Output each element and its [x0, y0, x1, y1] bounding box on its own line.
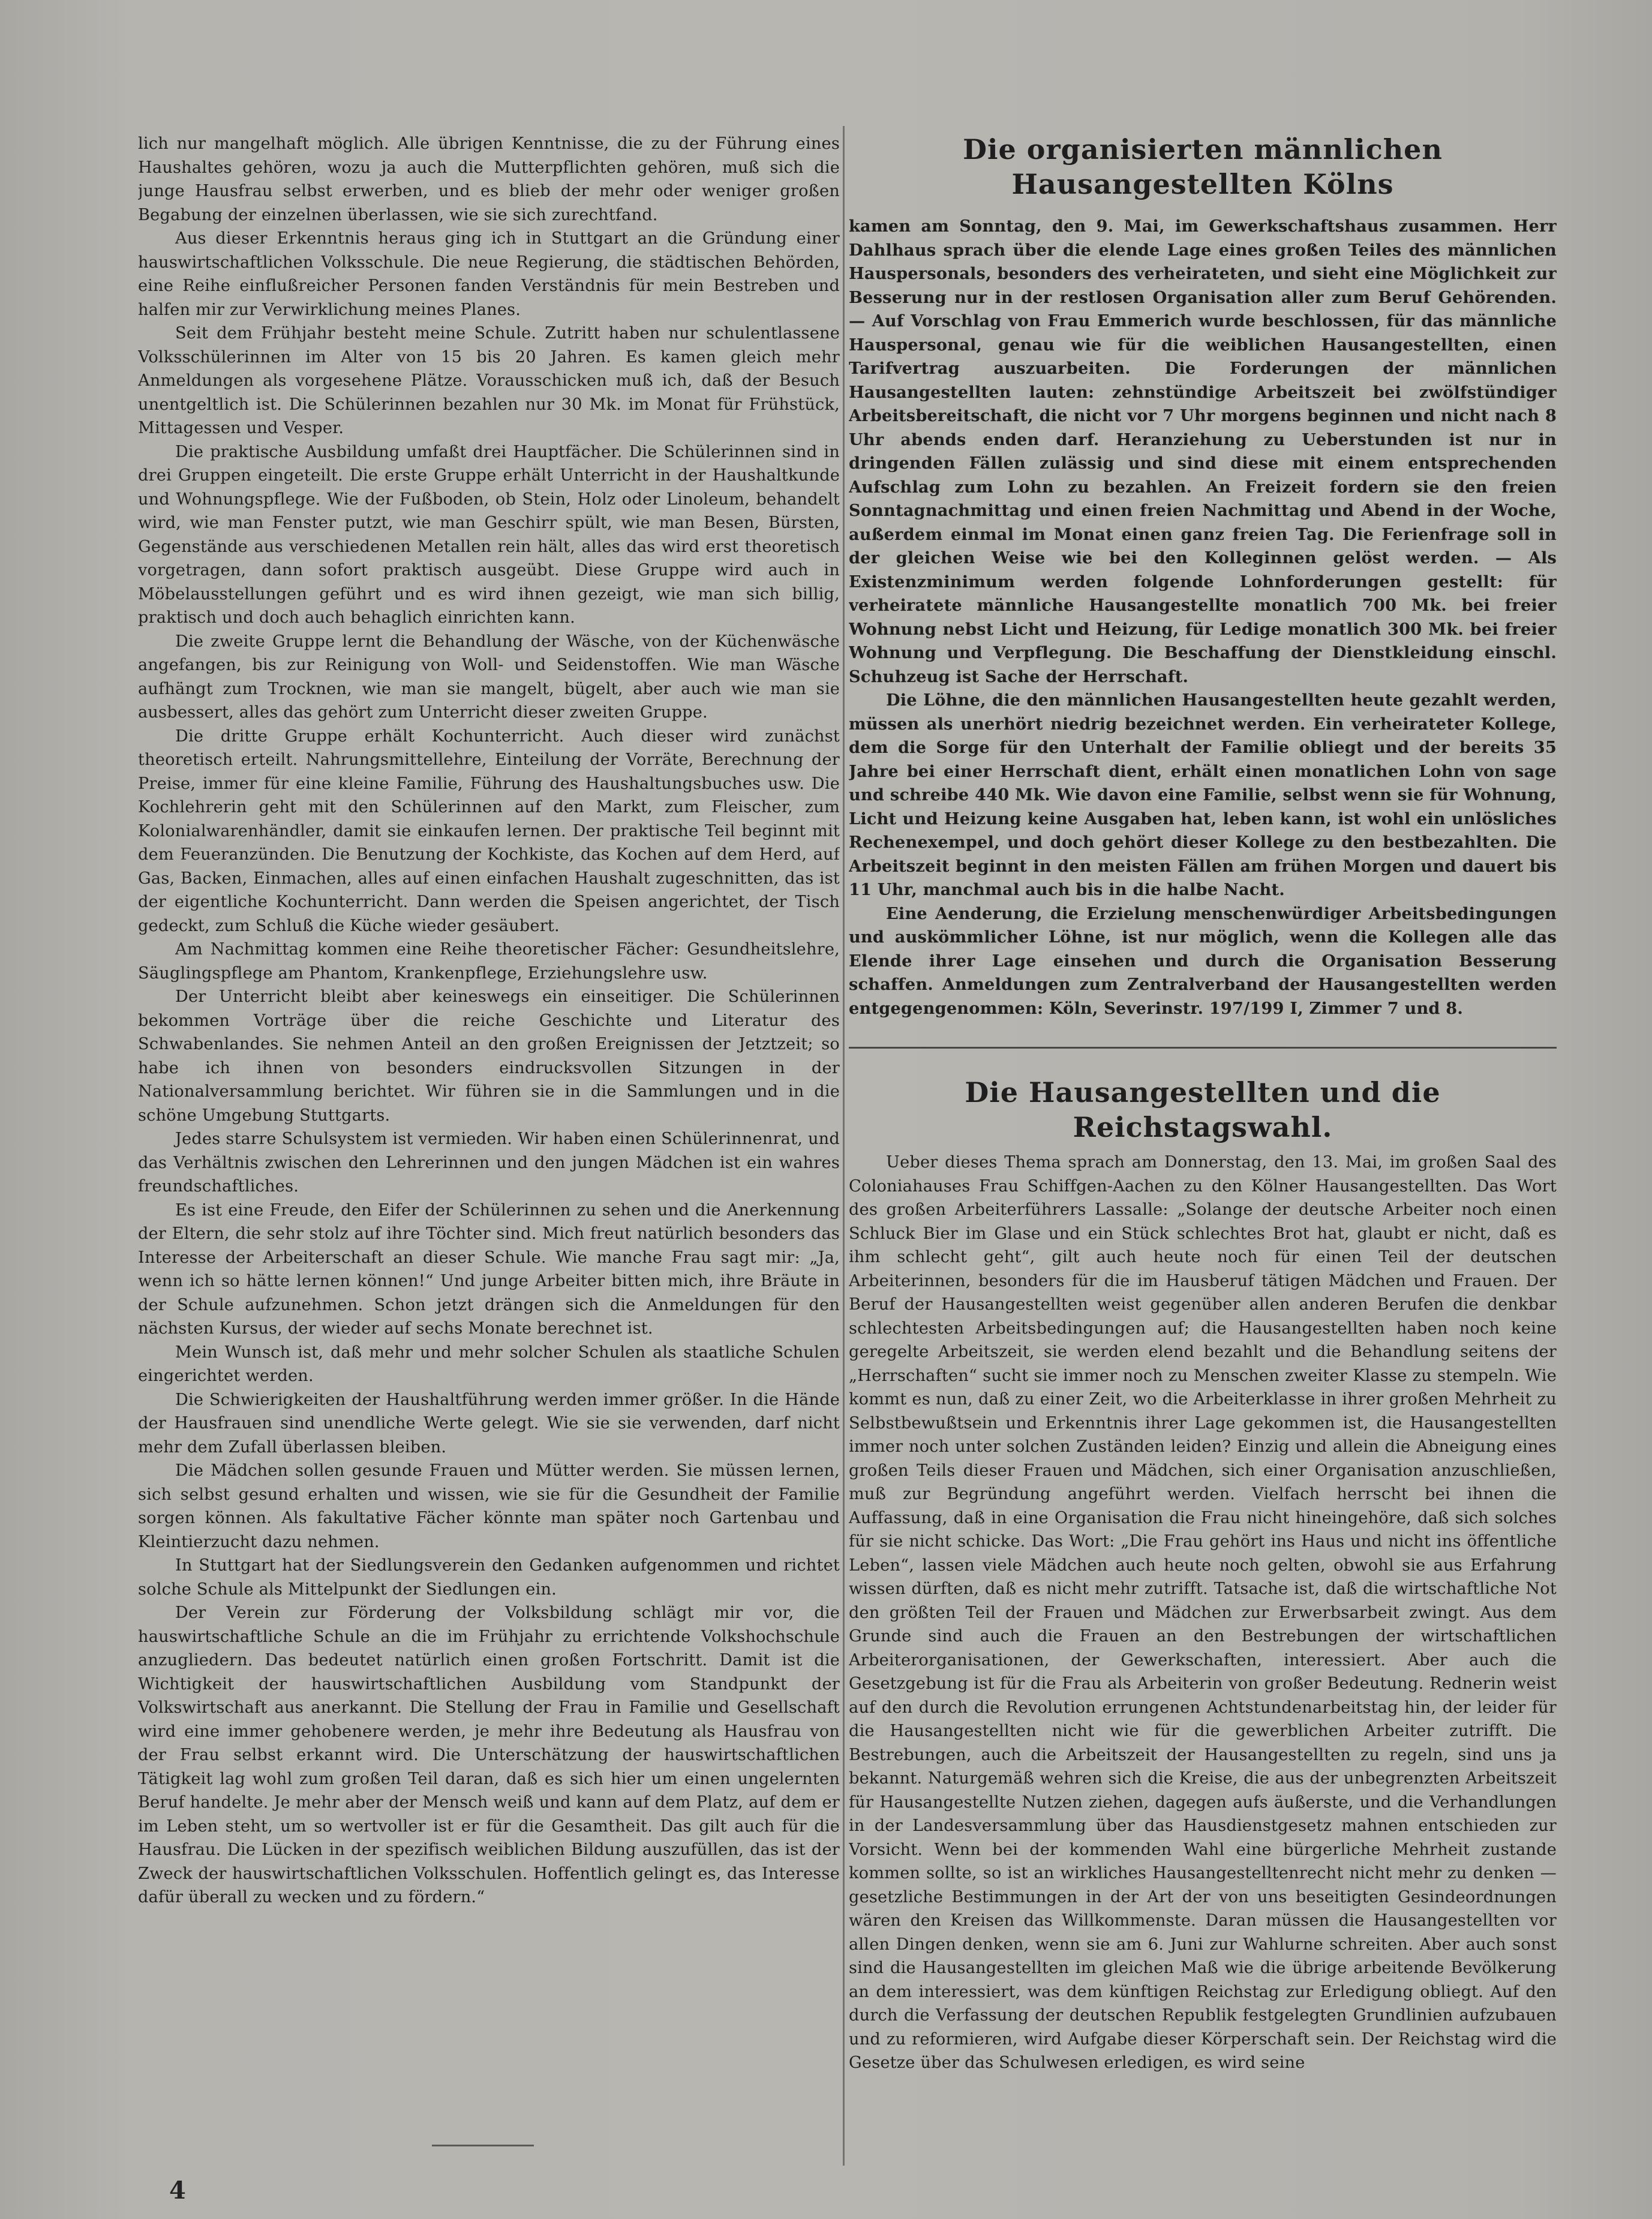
- left-paragraph-15: Der Verein zur Förderung der Volksbildung schlägt mir vor, die hauswirtschaftliche Schule an die im Frühjahr zu errichtende Volkshochschule anzugliedern. Das bedeutet natürlich einen großen Fortschritt. Damit ist die Wichtigkeit der hauswirtschaftlichen Ausbildung vom Standpunkt der Volkswirtschaft aus anerkannt. Die Stellung der Frau in Familie und Gesellschaft wird eine immer gehobenere werden, je mehr ihre Bedeutung als Hausfrau von der Frau selbst erkannt wird. Die Unterschätzung der hauswirtschaftlichen Tätigkeit lag wohl zum großen Teil daran, daß es sich hier um einen ungelernten Beruf handelte. Je mehr aber der Mensch weiß und kann auf dem Platz, auf dem er im Leben steht, um so wertvoller ist er für die Gesamtheit. Das gilt auch für die Hausfrau. Die Lücken in der spezifisch weiblichen Bildung auszufüllen, das ist der Zweck der hauswirtschaftlichen Volksschulen. Hoffentlich gelingt es, das Interesse dafür überall zu wecken und zu fördern.“: [138, 1604, 840, 1906]
- article-koeln-paragraph-1: kamen am Sonntag, den 9. Mai, im Gewerkschaftshaus zusammen. Herr Dahlhaus sprach über die elende Lage eines großen Teiles des männlichen Hauspersonals, besonders des verheirateten, und sieht eine Möglichkeit zur Besserung nur in der restlosen Organisation aller zum Beruf Gehörenden. — Auf Vorschlag von Frau Emmerich wurde beschlossen, für das männliche Hauspersonal, genau wie für die weiblichen Hausangestellten, einen Tarifvertrag auszuarbeiten. Die Forderungen der männlichen Hausangestellten lauten: zehnstündige Arbeitszeit bei zwölfstündiger Arbeitsbereitschaft, die nicht vor 7 Uhr morgens beginnen und nicht nach 8 Uhr abends enden darf. Heranziehung zu Ueberstunden ist nur in dringenden Fällen zulässig und sind diese mit einem entsprechenden Aufschlag zum Lohn zu bezahlen. An Freizeit fordern sie den freien Sonntagnachmittag und einen freien Nachmittag und Abend in der Woche, außerdem einmal im Monat einen ganz freien Tag. Die Ferienfrage soll in der gleichen Weise wie bei den Kolleginnen gelöst werden. — Als Existenzminimum werden folgende Lohnforderungen gestellt: für verheiratete männliche Hausangestellte monatlich 700 Mk. bei freier Wohnung nebst Licht und Heizung, für Ledige monatlich 300 Mk. bei freier Wohnung und Verpflegung. Die Beschaffung der Dienstkleidung einschl. Schuhzeug ist Sache der Herrschaft.: [849, 217, 1557, 686]
- left-paragraph-14: In Stuttgart hat der Siedlungsverein den Gedanken aufgenommen und richtet solche Schule als Mittelpunkt der Siedlungen ein.: [138, 1556, 840, 1599]
- left-paragraph-1: lich nur mangelhaft möglich. Alle übrigen Kenntnisse, die zu der Führung eines Haushaltes gehören, wozu ja auch die Mutterpflichten gehören, muß sich die junge Hausfrau selbst erwerben, und es blieb der mehr oder weniger großen Begabung der einzelnen überlassen, wie sie sich zurechtfand.: [138, 134, 840, 224]
- article-separator: [849, 1047, 1557, 1049]
- end-rule: [432, 2145, 534, 2146]
- left-paragraph-12: Die Schwierigkeiten der Haushaltführung werden immer größer. In die Hände der Hausfrauen sind unendliche Werte gelegt. Wie sie sie verwenden, darf nicht mehr dem Zufall überlassen bleiben.: [138, 1390, 840, 1457]
- article-koeln: [849, 132, 1557, 1020]
- left-paragraph-7: Am Nachmittag kommen eine Reihe theoretischer Fächer: Gesundheitslehre, Säuglingspflege am Phantom, Krankenpflege, Erziehungslehre usw.: [138, 940, 840, 983]
- left-paragraph-5: Die zweite Gruppe lernt die Behandlung der Wäsche, von der Küchenwäsche angefangen, bis zur Reinigung von Woll- und Seidenstoffen. Wie man Wäsche aufhängt zum Trocknen, wie man sie mangelt, bügelt, aber auch wie man sie ausbessert, alles das gehört zum Unterricht dieser zweiten Gruppe.: [138, 632, 840, 722]
- left-paragraph-13: Die Mädchen sollen gesunde Frauen und Mütter werden. Sie müssen lernen, sich selbst gesund erhalten und wissen, wie sie für die Gesundheit der Familie sorgen können. Als fakultative Fächer könnte man später noch Gartenbau und Kleintierzucht dazu nehmen.: [138, 1461, 840, 1551]
- article-reichstagswahl-headline: Die Hausangestellten und die Reichstagswahl.: [965, 1076, 1441, 1143]
- left-paragraph-3: Seit dem Frühjahr besteht meine Schule. Zutritt haben nur schulentlassene Volksschülerinnen im Alter von 15 bis 20 Jahren. Es kamen gleich mehr Anmeldungen als vorgesehene Plätze. Vorausschicken muß ich, daß der Besuch unentgeltlich ist. Die Schülerinnen bezahlen nur 30 Mk. im Monat für Frühstück, Mittagessen und Vesper.: [138, 324, 840, 437]
- article-reichstagswahl: [849, 1075, 1557, 2075]
- left-paragraph-4: Die praktische Ausbildung umfaßt drei Hauptfächer. Die Schülerinnen sind in drei Gruppen eingeteilt. Die erste Gruppe erhält Unterricht in der Haushaltkunde und Wohnungspflege. Wie der Fußboden, ob Stein, Holz oder Linoleum, behandelt wird, wie man Fenster putzt, wie man Geschirr spült, wie man Besen, Bürsten, Gegenstände aus verschiedenen Metallen rein hält, alles das wird erst theoretisch vorgetragen, dann sofort praktisch ausgeübt. Diese Gruppe wird auch in Möbelausstellungen geführt und es wird ihnen gezeigt, wie man sich billig, praktisch und doch auch behaglich einrichten kann.: [138, 442, 840, 627]
- article-koeln-headline: Die organisierten männlichen Hausangestellten Kölns: [963, 133, 1443, 200]
- left-paragraph-8: Der Unterricht bleibt aber keineswegs ein einseitiger. Die Schülerinnen bekommen Vorträge über die reiche Geschichte und Literatur des Schwabenlandes. Sie nehmen Anteil an den großen Ereignissen der Jetztzeit; so habe ich ihnen von besonders eindrucksvollen Sitzungen in der Nationalversammlung berichtet. Wir führen sie in die Sammlungen und in die schöne Umgebung Stuttgarts.: [138, 987, 840, 1125]
- article-koeln-paragraph-3: Eine Aenderung, die Erzielung menschenwürdiger Arbeitsbedingungen und auskömmlicher Löhne, ist nur möglich, wenn die Kollegen alle das Elende ihrer Lage einsehen und durch die Organisation Besserung schaffen. Anmeldungen zum Zentralverband der Hausangestellten werden entgegengenommen: Köln, Severinstr. 197/199 I, Zimmer 7 und 8.: [849, 903, 1557, 1018]
- article-koeln-paragraph-2: Die Löhne, die den männlichen Hausangestellten heute gezahlt werden, müssen als unerhört niedrig bezeichnet werden. Ein verheirateter Kollege, dem die Sorge für den Unterhalt der Familie obliegt und der bereits 35 Jahre bei einer Herrschaft dient, erhält einen monatlichen Lohn von sage und schreibe 440 Mk. Wie davon eine Familie, selbst wenn sie für Wohnung, Licht und Heizung keine Ausgaben hat, leben kann, ist wohl ein unlösliches Rechenexempel, und doch gehört dieser Kollege zu den bestbezahlten. Die Arbeitszeit beginnt in den meisten Fällen am frühen Morgen und dauert bis 11 Uhr, manchmal auch bis in die halbe Nacht.: [849, 690, 1557, 899]
- left-paragraph-9: Jedes starre Schulsystem ist vermieden. Wir haben einen Schülerinnenrat, und das Verhältnis zwischen den Lehrerinnen und den jungen Mädchen ist ein wahres freundschaftliches.: [138, 1130, 840, 1196]
- column-divider: [843, 126, 845, 2166]
- left-column: [138, 132, 840, 2088]
- left-paragraph-11: Mein Wunsch ist, daß mehr und mehr solcher Schulen als staatliche Schulen eingerichtet werden.: [138, 1343, 840, 1385]
- left-paragraph-10: Es ist eine Freude, den Eifer der Schülerinnen zu sehen und die Anerkennung der Eltern, die sehr stolz auf ihre Töchter sind. Mich freut natürlich besonders das Interesse der Arbeiterschaft an dieser Schule. Wie manche Frau sagt mir: „Ja, wenn ich so hätte lernen können!“ Und junge Arbeiter bitten mich, ihre Bräute in der Schule aufzunehmen. Schon jetzt drängen sich die Anmeldungen für den nächsten Kursus, der wieder auf sechs Monate berechnet ist.: [138, 1200, 840, 1338]
- left-paragraph-2: Aus dieser Erkenntnis heraus ging ich in Stuttgart an die Gründung einer hauswirtschaftlichen Volksschule. Die neue Regierung, die städtischen Behörden, eine Reihe einflußreicher Personen fanden Verständnis für mein Bestreben und halfen mir zur Verwirklichung meines Planes.: [138, 229, 840, 319]
- right-column: [849, 132, 1557, 2154]
- left-paragraph-6: Die dritte Gruppe erhält Kochunterricht. Auch dieser wird zunächst theoretisch erteilt. Nahrungsmittellehre, Einteilung der Vorräte, Berechnung der Preise, immer für eine kleine Familie, Führung des Haushaltungsbuches usw. Die Kochlehrerin geht mit den Schülerinnen auf den Markt, zum Fleischer, zum Kolonialwarenhändler, damit sie einkaufen lernen. Der praktische Teil beginnt mit dem Feueranzünden. Die Benutzung der Kochkiste, das Kochen auf dem Herd, auf Gas, Backen, Einmachen, alles auf einen einfachen Haushalt zugeschnitten, das ist der eigentliche Kochunterricht. Dann werden die Speisen angerichtet, der Tisch gedeckt, zum Schluß die Küche wieder gesäubert.: [138, 726, 840, 935]
- article-reichstagswahl-paragraph-1: Ueber dieses Thema sprach am Donnerstag, den 13. Mai, im großen Saal des Coloniahauses Frau Schiffgen-Aachen zu den Kölner Hausangestellten. Das Wort des großen Arbeiterführers Lassalle: „Solange der deutsche Arbeiter noch einen Schluck Bier im Glase und ein Stück schlechtes Brot hat, glaubt er nicht, daß es ihm schlecht geht“, gilt auch heute noch für einen Teil der deutschen Arbeiterinnen, besonders für die im Hausberuf tätigen Mädchen und Frauen. Der Beruf der Hausangestellten weist gegenüber allen anderen Berufen die denkbar schlechtesten Arbeitsbedingungen auf; die Hausangestellten haben noch keine geregelte Arbeitszeit, sie werden elend bezahlt und die Behandlung seitens der „Herrschaften“ sucht sie immer noch zu Menschen zweiter Klasse zu stempeln. Wie kommt es nun, daß zu einer Zeit, wo die Arbeiterklasse in ihrer großen Mehrheit zu Selbstbewußtsein und Erkenntnis ihrer Lage gekommen ist, die Hausangestellten immer noch unter solchen Zuständen leiden? Einzig und allein die Abneigung eines großen Teils dieser Frauen und Mädchen, sich einer Organisation anzuschließen, muß zur Begründung angeführt werden. Vielfach herrscht bei ihnen die Auffassung, daß in eine Organisation die Frau nicht hineingehöre, daß sich solches für sie nicht schicke. Das Wort: „Die Frau gehört ins Haus und nicht ins öffentliche Leben“, lassen viele Mädchen auch heute noch gelten, obwohl sie aus Erfahrung wissen dürften, daß es nicht mehr zutrifft. Tatsache ist, daß die wirtschaftliche Not den größten Teil der Frauen und Mädchen zur Erwerbsarbeit zwingt. Aus dem Grunde sind auch die Frauen an den Bestrebungen der wirtschaftlichen Arbeiterorganisationen, der Gewerkschaften, interessiert. Aber auch die Gesetzgebung ist für die Frau als Arbeiterin von großer Bedeutung. Rednerin weist auf den durch die Revolution errungenen Achtstundenarbeitstag hin, der leider für die Hausangestellten nicht wie für die gewerblichen Arbeiter zutrifft. Die Bestrebungen, auch die Arbeitszeit der Hausangestellten zu regeln, sind uns ja bekannt. Naturgemäß wehren sich die Kreise, die aus der unbegrenzten Arbeitszeit für Hausangestellte Nutzen ziehen, dagegen aufs äußerste, und die Verhandlungen in der Landesversammlung über das Hausdienstgesetz mahnen entschieden zur Vorsicht. Wenn bei der kommenden Wahl eine bürgerliche Mehrheit zustande kommen sollte, so ist an wirkliches Hausangestelltenrecht nicht mehr zu denken — gesetzliche Bestimmungen in der Art der von uns beseitigten Gesindeordnungen wären den Kreisen das Willkommenste. Daran müssen die Hausangestellten vor allen Dingen denken, wenn sie am 6. Juni zur Wahlurne schreiten. Aber auch sonst sind die Hausangestellten im gleichen Maß wie die übrige arbeitende Bevölkerung an dem interessiert, was dem künftigen Reichstag zur Erledigung obliegt. Auf den durch die Verfassung der deutschen Republik festgelegten Grundlinien aufzubauen und zu reformieren, wird Aufgabe dieser Körperschaft sein. Der Reichstag wird die Gesetze über das Schulwesen erledigen, es wird seine: [849, 1153, 1557, 2072]
- page-number: 4: [169, 2176, 186, 2205]
